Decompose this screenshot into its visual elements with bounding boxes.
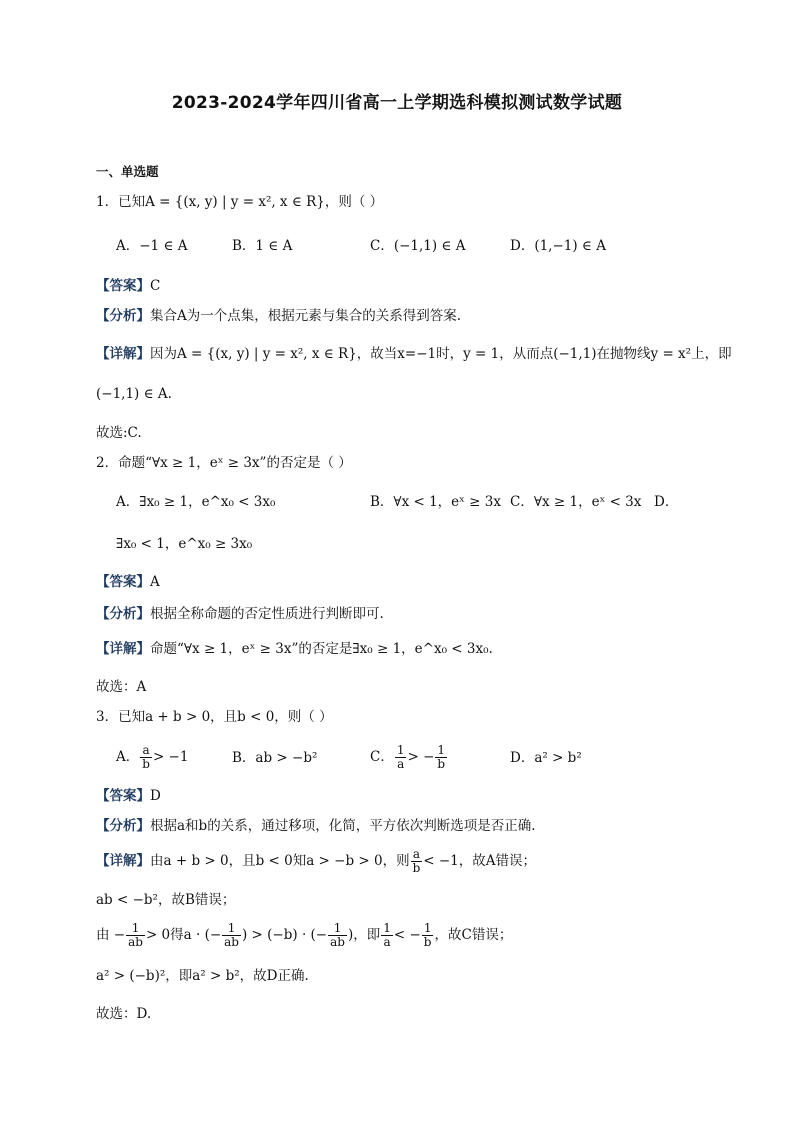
q3-option-d: D．a² > b² xyxy=(510,750,582,766)
numerator: a xyxy=(411,848,423,862)
q3-option-a-rest: > −1 xyxy=(152,749,189,765)
q2-detail-text: 命题“∀x ≥ 1，eˣ ≥ 3x”的否定是∃x₀ ≥ 1，e^x₀ < 3x₀. xyxy=(150,641,493,657)
fraction xyxy=(126,922,145,949)
q2-detail xyxy=(96,639,493,659)
q1-detail xyxy=(96,344,732,364)
fraction xyxy=(422,922,434,949)
q2-stem: 2．命题“∀x ≥ 1，eˣ ≥ 3x”的否定是（ ） xyxy=(96,455,352,471)
denominator: ab xyxy=(128,935,143,949)
q3-option-c-prefix: C． xyxy=(370,749,394,765)
q1-detail-continued: (−1,1) ∈ A. xyxy=(96,386,172,402)
q1-conclusion: 故选:C. xyxy=(96,425,142,441)
denominator: a xyxy=(383,935,391,949)
text-part: 由 − xyxy=(96,927,126,943)
q1-option-d: D．(1,−1) ∈ A xyxy=(510,238,606,254)
numerator: 1 xyxy=(222,922,241,936)
q3-detail-line2: ab < −b²，故B错误； xyxy=(96,892,236,908)
detail-label: 【详解】 xyxy=(96,641,150,657)
q3-detail-post: < −1，故A错误； xyxy=(423,853,537,869)
q3-option-b: B．ab > −b² xyxy=(232,750,318,766)
numerator: 1 xyxy=(435,744,447,758)
q1-option-b: B．1 ∈ A xyxy=(232,238,293,254)
numerator: 1 xyxy=(383,921,391,935)
page-title: 2023-2024学年四川省高一上学期选科模拟测试数学试题 xyxy=(171,93,623,113)
denominator: b xyxy=(437,757,446,771)
numerator: 1 xyxy=(126,922,145,936)
fraction xyxy=(435,744,447,771)
denominator: b xyxy=(423,935,432,949)
q1-answer-value: C xyxy=(150,278,161,294)
fraction xyxy=(381,922,393,949)
q3-detail-pre: 由a + b > 0，且b < 0知a > −b > 0，则 xyxy=(150,853,410,869)
analysis-label: 【分析】 xyxy=(96,606,150,622)
q1-analysis xyxy=(96,306,461,326)
analysis-label: 【分析】 xyxy=(96,308,150,324)
q3-answer xyxy=(96,786,161,806)
denominator: b xyxy=(412,861,421,875)
answer-label: 【答案】 xyxy=(96,278,150,294)
detail-label: 【详解】 xyxy=(96,346,150,362)
q2-option-b: B．∀x < 1，eˣ ≥ 3x xyxy=(370,494,501,510)
fraction xyxy=(411,848,423,875)
q3-answer-value: D xyxy=(150,788,161,804)
denominator: ab xyxy=(224,935,239,949)
denominator: ab xyxy=(330,935,345,949)
q3-option-a-prefix: A． xyxy=(116,749,140,765)
q1-stem: 1．已知A = {(x, y) | y = x², x ∈ R}，则（ ） xyxy=(96,194,384,210)
q2-option-d: D． xyxy=(654,494,679,510)
text-part: ，故C错误； xyxy=(434,927,513,943)
q2-option-a: A．∃x₀ ≥ 1，e^x₀ < 3x₀ xyxy=(116,494,276,510)
q2-answer-value: A xyxy=(150,574,160,590)
denominator: b xyxy=(142,757,150,771)
q2-analysis-text: 根据全称命题的否定性质进行判断即可. xyxy=(150,606,384,622)
q2-conclusion: 故选：A xyxy=(96,679,147,695)
q1-detail-text: 因为A = {(x, y) | y = x², x ∈ R}，故当x=−1时，y = 1，从而点(−1,1)在抛物线y = x²上，即 xyxy=(150,346,732,362)
q3-option-c-mid: > − xyxy=(407,749,435,765)
q1-option-c: C．(−1,1) ∈ A xyxy=(370,238,466,254)
fraction xyxy=(222,922,241,949)
answer-label: 【答案】 xyxy=(96,788,150,804)
text-part: )，即 xyxy=(347,927,381,943)
q3-stem: 3．已知a + b > 0，且b < 0，则（ ） xyxy=(96,709,333,725)
section-heading: 一、单选题 xyxy=(96,164,159,179)
q3-option-a xyxy=(116,744,188,771)
q3-detail-line4: a² > (−b)²，即a² > b²，故D正确. xyxy=(96,968,309,984)
answer-label: 【答案】 xyxy=(96,574,150,590)
q3-option-c xyxy=(370,744,448,771)
q3-detail xyxy=(96,848,536,875)
q1-answer xyxy=(96,276,160,296)
q3-conclusion: 故选：D. xyxy=(96,1006,152,1022)
fraction xyxy=(328,922,347,949)
text-part: < − xyxy=(393,927,421,943)
analysis-label: 【分析】 xyxy=(96,818,150,834)
q3-analysis-text: 根据a和b的关系，通过移项，化简，平方依次判断选项是否正确. xyxy=(150,818,536,834)
fraction xyxy=(140,744,152,771)
text-part: ) > (−b) · (− xyxy=(242,927,328,943)
text-part: > 0得a · (− xyxy=(145,927,222,943)
q1-option-a: A．−1 ∈ A xyxy=(116,238,188,254)
denominator: a xyxy=(397,757,405,771)
detail-label: 【详解】 xyxy=(96,853,150,869)
q3-detail-line3 xyxy=(96,922,512,949)
q2-answer xyxy=(96,572,160,592)
numerator: 1 xyxy=(396,743,405,757)
q2-option-c: C．∀x ≥ 1，eˣ < 3x xyxy=(510,494,642,510)
fraction xyxy=(395,744,407,771)
numerator: 1 xyxy=(422,922,434,936)
q3-analysis xyxy=(96,816,535,836)
q2-analysis xyxy=(96,604,384,624)
q1-analysis-text: 集合A为一个点集，根据元素与集合的关系得到答案. xyxy=(150,308,462,324)
q2-option-d-text: ∃x₀ < 1，e^x₀ ≥ 3x₀ xyxy=(116,536,253,552)
numerator: a xyxy=(140,744,152,758)
numerator: 1 xyxy=(328,922,347,936)
